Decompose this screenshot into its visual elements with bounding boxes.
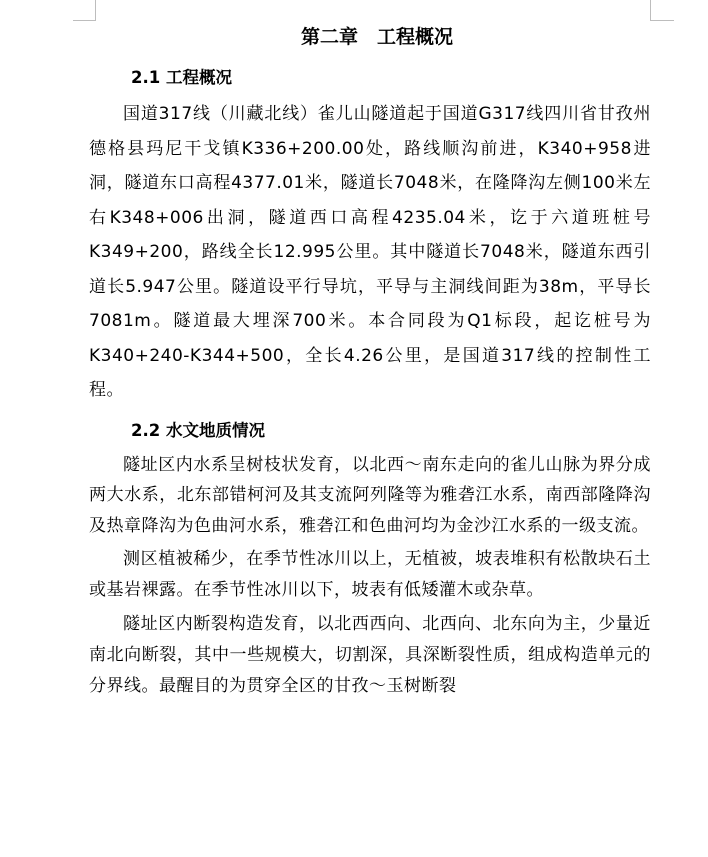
crop-mark-top-right [650, 0, 651, 20]
section-heading: 2.1 工程概况 [131, 68, 232, 87]
chapter-title: 第二章 工程概况 [300, 26, 453, 48]
paragraph: 隧址区内水系呈树枝状发育，以北西～南东走向的雀儿山脉为界分成两大水系，北东部错柯河及其支流阿列隆等为雅砻江水系，南西部隆降沟及热章降沟为色曲河水系，雅砻江和色曲河均为金沙江水系的一级支流。 [89, 454, 651, 536]
section-heading: 2.2 水文地质情况 [131, 420, 265, 440]
paragraph: 测区植被稀少，在季节性冰川以上，无植被，坡表堆积有松散块石土或基岩裸露。在季节性冰川以下，坡表有低矮灌木或杂草。 [89, 549, 651, 600]
crop-mark-top-right [650, 20, 674, 21]
crop-mark-top-left [73, 20, 96, 21]
crop-mark-top-left [95, 0, 96, 20]
paragraph: 隧址区内断裂构造发育，以北西西向、北西向、北东向为主，少量近南北向断裂，其中一些规模大，切割深，具深断裂性质，组成构造单元的分界线。最醒目的为贯穿全区的甘孜～玉树断裂 [89, 614, 651, 696]
paragraph: 国道317线（川藏北线）雀儿山隧道起于国道G317线四川省甘孜州德格县玛尼干戈镇K336+200.00处，路线顺沟前进，K340+958进洞，隧道东口高程4377.01米，隧道长7048米，在隆降沟左侧100米左右K348+006出洞，隧道西口高程4235.04米，讫于六道班桩号K349+200，路线全长12.995公里。其中隧道长7048米，隧道东西引道长5.947公里。隧道设平行导坑，平导与主洞线间距为38m，平导长7081m。隧道最大埋深700米。本合同段为Q1标段，起讫桩号为K340+240-K344+500，全长4.26公里，是国道317线的控制性工程。 [89, 104, 651, 400]
document-body [89, 22, 651, 701]
